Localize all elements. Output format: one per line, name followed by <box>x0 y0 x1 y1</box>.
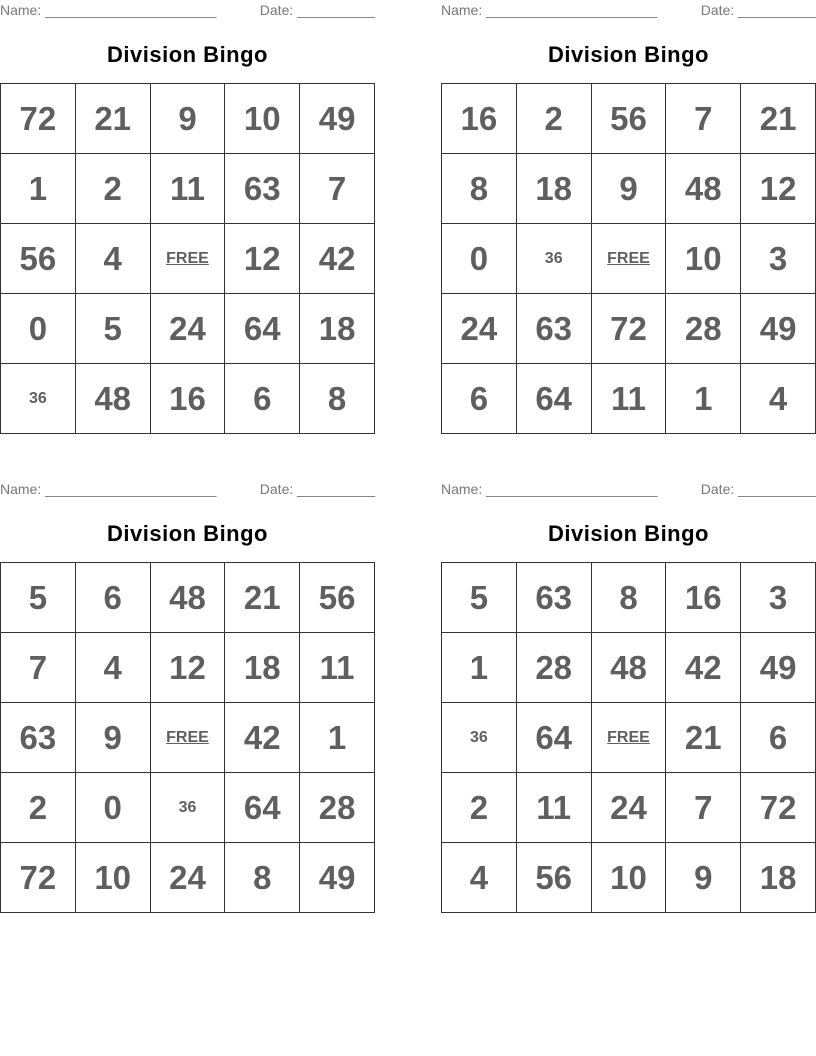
bingo-cell: 36 <box>151 773 226 843</box>
bingo-cell: 3 <box>741 563 816 633</box>
bingo-cell: 1 <box>1 154 76 224</box>
bingo-cell: 11 <box>592 364 667 434</box>
bingo-cell: 5 <box>1 563 76 633</box>
bingo-cell: 6 <box>442 364 517 434</box>
bingo-cell: 72 <box>741 773 816 843</box>
bingo-cell: 42 <box>225 703 300 773</box>
bingo-grid <box>0 83 375 434</box>
card-header <box>0 481 375 499</box>
bingo-cell: 11 <box>517 773 592 843</box>
bingo-cell: 12 <box>741 154 816 224</box>
bingo-cell: 49 <box>300 84 375 154</box>
bingo-cell: 42 <box>300 224 375 294</box>
bingo-cell: 56 <box>1 224 76 294</box>
bingo-grid <box>441 83 816 434</box>
bingo-cell: 56 <box>592 84 667 154</box>
bingo-cell: 72 <box>1 84 76 154</box>
bingo-cell: 28 <box>517 633 592 703</box>
bingo-cell: 2 <box>442 773 517 843</box>
bingo-cell: 63 <box>1 703 76 773</box>
bingo-cell: 7 <box>666 84 741 154</box>
bingo-cell: 3 <box>741 224 816 294</box>
bingo-cell: 36 <box>517 224 592 294</box>
bingo-cell: 72 <box>592 294 667 364</box>
bingo-cell: 49 <box>741 294 816 364</box>
bingo-cell: 48 <box>666 154 741 224</box>
bingo-cell: 21 <box>225 563 300 633</box>
bingo-cell: 16 <box>442 84 517 154</box>
bingo-cell: 5 <box>76 294 151 364</box>
card-title: Division Bingo <box>548 521 709 546</box>
bingo-cell: 11 <box>300 633 375 703</box>
date-field-label: Date: __________ <box>259 481 375 497</box>
bingo-cell: 21 <box>76 84 151 154</box>
bingo-cell: 16 <box>151 364 226 434</box>
card-title: Division Bingo <box>107 42 268 67</box>
bingo-cell: 64 <box>225 773 300 843</box>
card-header <box>0 2 375 20</box>
bingo-cell: 63 <box>225 154 300 224</box>
bingo-cell: 7 <box>300 154 375 224</box>
bingo-cell: 10 <box>666 224 741 294</box>
bingo-cell: 49 <box>300 843 375 913</box>
bingo-cell: 16 <box>666 563 741 633</box>
bingo-cell: 24 <box>151 843 226 913</box>
free-space: FREE <box>151 703 226 773</box>
bingo-cell: 0 <box>1 294 76 364</box>
bingo-cell: 2 <box>517 84 592 154</box>
bingo-cell: 56 <box>300 563 375 633</box>
bingo-cell: 12 <box>225 224 300 294</box>
name-field-label: Name: ______________________ <box>441 481 658 497</box>
bingo-cell: 56 <box>517 843 592 913</box>
bingo-cell: 42 <box>666 633 741 703</box>
bingo-cell: 21 <box>666 703 741 773</box>
bingo-cell: 4 <box>76 224 151 294</box>
bingo-cell: 48 <box>76 364 151 434</box>
bingo-cell: 4 <box>442 843 517 913</box>
bingo-cell: 2 <box>1 773 76 843</box>
bingo-cell: 6 <box>76 563 151 633</box>
bingo-cell: 8 <box>592 563 667 633</box>
bingo-cell: 10 <box>592 843 667 913</box>
name-field-label: Name: ______________________ <box>0 2 217 18</box>
bingo-cell: 1 <box>442 633 517 703</box>
card-header <box>441 2 816 20</box>
bingo-cell: 6 <box>225 364 300 434</box>
bingo-cell: 36 <box>1 364 76 434</box>
bingo-cell: 18 <box>517 154 592 224</box>
bingo-cell: 0 <box>76 773 151 843</box>
bingo-cell: 5 <box>442 563 517 633</box>
bingo-cell: 1 <box>300 703 375 773</box>
bingo-cell: 28 <box>666 294 741 364</box>
bingo-cell: 64 <box>517 364 592 434</box>
bingo-cell: 24 <box>442 294 517 364</box>
bingo-cell: 28 <box>300 773 375 843</box>
bingo-cell: 21 <box>741 84 816 154</box>
bingo-cell: 18 <box>225 633 300 703</box>
bingo-cell: 6 <box>741 703 816 773</box>
date-field-label: Date: __________ <box>700 2 816 18</box>
bingo-cell: 7 <box>1 633 76 703</box>
bingo-cell: 0 <box>442 224 517 294</box>
bingo-cell: 18 <box>741 843 816 913</box>
free-space: FREE <box>592 703 667 773</box>
bingo-cell: 24 <box>151 294 226 364</box>
bingo-cell: 9 <box>76 703 151 773</box>
bingo-cell: 10 <box>225 84 300 154</box>
bingo-cell: 24 <box>592 773 667 843</box>
bingo-cell: 49 <box>741 633 816 703</box>
bingo-cell: 10 <box>76 843 151 913</box>
bingo-grid <box>441 562 816 913</box>
name-field-label: Name: ______________________ <box>0 481 217 497</box>
bingo-cell: 63 <box>517 563 592 633</box>
bingo-cell: 8 <box>300 364 375 434</box>
bingo-cell: 11 <box>151 154 226 224</box>
free-space: FREE <box>151 224 226 294</box>
bingo-cell: 4 <box>741 364 816 434</box>
date-field-label: Date: __________ <box>259 2 375 18</box>
bingo-cell: 64 <box>225 294 300 364</box>
bingo-cell: 8 <box>442 154 517 224</box>
bingo-cell: 8 <box>225 843 300 913</box>
bingo-cell: 1 <box>666 364 741 434</box>
name-field-label: Name: ______________________ <box>441 2 658 18</box>
bingo-cell: 9 <box>151 84 226 154</box>
bingo-cell: 2 <box>76 154 151 224</box>
free-space: FREE <box>592 224 667 294</box>
bingo-grid <box>0 562 375 913</box>
bingo-cell: 7 <box>666 773 741 843</box>
bingo-cell: 48 <box>592 633 667 703</box>
bingo-cell: 36 <box>442 703 517 773</box>
bingo-cell: 18 <box>300 294 375 364</box>
card-title: Division Bingo <box>548 42 709 67</box>
bingo-cell: 64 <box>517 703 592 773</box>
bingo-cell: 72 <box>1 843 76 913</box>
date-field-label: Date: __________ <box>700 481 816 497</box>
bingo-cell: 12 <box>151 633 226 703</box>
bingo-cell: 9 <box>666 843 741 913</box>
bingo-cell: 9 <box>592 154 667 224</box>
bingo-cell: 48 <box>151 563 226 633</box>
bingo-cell: 4 <box>76 633 151 703</box>
card-title: Division Bingo <box>107 521 268 546</box>
card-header <box>441 481 816 499</box>
bingo-cell: 63 <box>517 294 592 364</box>
